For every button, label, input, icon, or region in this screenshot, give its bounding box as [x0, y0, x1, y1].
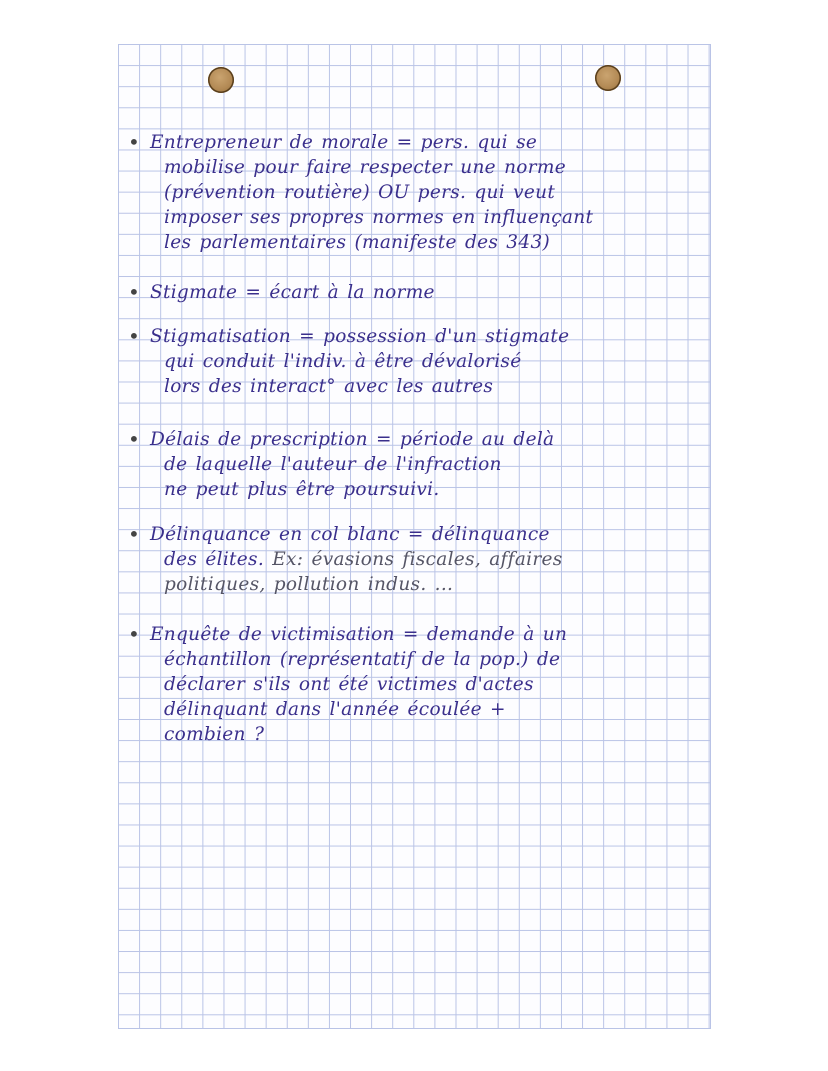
note-line — [150, 547, 695, 572]
note-line: (prévention routière) OU pers. qui veut — [164, 182, 556, 203]
note-line: ne peut plus être poursuivi. — [164, 479, 440, 500]
note-line: déclarer s'ils ont été victimes d'actes — [164, 674, 534, 695]
note-line: imposer ses propres normes en influençant — [164, 207, 594, 228]
bullet-icon: • — [128, 130, 141, 154]
note-line: combien ? — [164, 724, 265, 745]
note-line: Stigmate = écart à la norme — [150, 282, 435, 303]
punch-hole-icon — [595, 65, 621, 91]
note-line: qui conduit l'indiv. à être dévalorisé — [164, 351, 522, 372]
note-line: Stigmatisation = possession d'un stigmate — [150, 326, 570, 347]
punch-hole-icon — [208, 67, 234, 93]
note-line: délinquant dans l'année écoulée + — [164, 699, 506, 720]
note-line: Délinquance en col blanc = délinquance — [150, 524, 550, 545]
bullet-icon: • — [128, 522, 141, 546]
note-line: Enquête de victimisation = demande à un — [150, 624, 568, 645]
bullet-icon: • — [128, 622, 141, 646]
note-line: les parlementaires (manifeste des 343) — [164, 232, 551, 253]
note-line: mobilise pour faire respecter une norme — [164, 157, 566, 178]
note-line: de laquelle l'auteur de l'infraction — [164, 454, 502, 475]
bullet-icon: • — [128, 427, 141, 451]
pencil-note: politiques, pollution indus. ... — [164, 574, 454, 595]
pencil-note: Ex: évasions fiscales, affaires — [272, 549, 563, 570]
note-line: échantillon (représentatif de la pop.) de — [164, 649, 561, 670]
note-line: lors des interact° avec les autres — [164, 376, 494, 397]
note-text: des élites. — [164, 549, 265, 570]
note-line: Délais de prescription = période au delà — [150, 429, 555, 450]
bullet-icon: • — [128, 280, 141, 304]
note-line: Entrepreneur de morale = pers. qui se — [150, 132, 538, 153]
bullet-icon: • — [128, 324, 141, 348]
